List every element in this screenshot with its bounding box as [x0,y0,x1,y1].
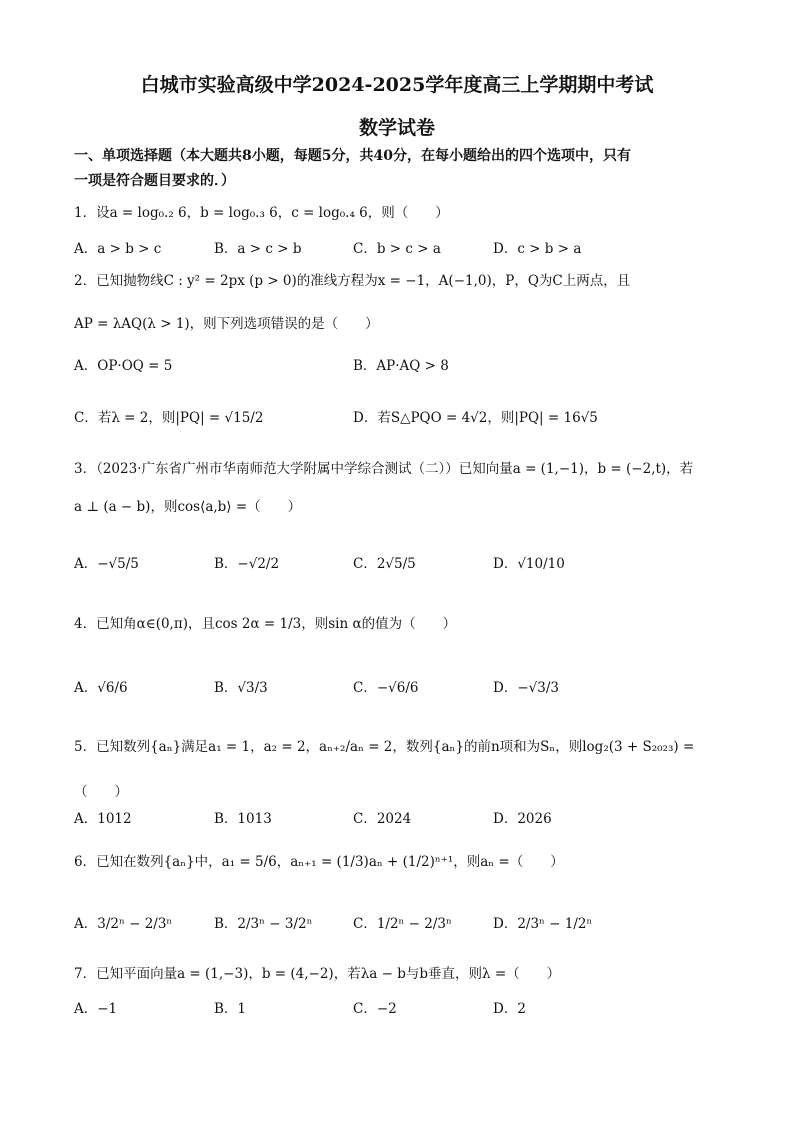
question-5-stem-line2: （ ） [74,784,128,800]
exam-title: 白城市实验高级中学2024-2025学年度高三上学期期中考试 [140,74,654,96]
question-5-option-d: D．2026 [493,811,552,827]
question-2-option-b: B．AP·AQ > 8 [353,358,449,374]
question-3-option-d: D．√10/10 [493,556,565,572]
question-3-option-c: C．2√5/5 [353,556,416,572]
question-4-option-c: C．−√6/6 [353,680,419,696]
question-7-option-a: A．−1 [74,1001,118,1017]
question-6-option-c: C．1/2ⁿ − 2/3ⁿ [353,916,452,932]
question-3-option-b: B．−√2/2 [214,556,280,572]
question-1-stem: 1．设a = log₀.₂ 6，b = log₀.₃ 6，c = log₀.₄ 6，则（ ） [74,205,449,221]
section-heading-line2: 一项是符合题目要求的．） [74,173,235,189]
question-2-option-d: D．若S△PQO = 4√2，则|PQ| = 16√5 [353,410,598,426]
question-5-option-a: A．1012 [74,811,132,827]
question-6-stem: 6．已知在数列{aₙ}中，a₁ = 5/6，aₙ₊₁ = (1/3)aₙ + (1/2)ⁿ⁺¹，则aₙ =（ ） [74,854,564,870]
question-3-stem-line2: a ⊥ (a − b)，则cos⟨a,b⟩ =（ ） [74,499,302,515]
question-1-option-c: C．b > c > a [353,241,441,257]
question-2-stem-line2: AP = λAQ(λ > 1)，则下列选项错误的是（ ） [74,316,379,332]
question-1-option-b: B．a > c > b [214,241,302,257]
question-4-option-b: B．√3/3 [214,680,268,696]
exam-subtitle: 数学试卷 [358,117,435,139]
question-6-option-d: D．2/3ⁿ − 1/2ⁿ [493,916,593,932]
question-2-option-a: A．OP·OQ = 5 [74,358,173,374]
question-6-option-a: A．3/2ⁿ − 2/3ⁿ [74,916,173,932]
question-7-option-d: D．2 [493,1001,526,1017]
question-2-option-c: C．若λ = 2，则|PQ| = √15/2 [74,410,264,426]
question-4-option-a: A．√6/6 [74,680,128,696]
question-5-option-c: C．2024 [353,811,412,827]
section-heading-line1: 一、单项选择题（本大题共8小题，每题5分，共40分，在每小题给出的四个选项中，只有 [74,148,631,164]
question-4-stem: 4．已知角α∈(0,π)，且cos 2α = 1/3，则sin α的值为（ ） [74,616,457,632]
question-7-option-c: C．−2 [353,1001,397,1017]
question-7-option-b: B．1 [214,1001,247,1017]
question-5-stem: 5．已知数列{aₙ}满足a₁ = 1，a₂ = 2，aₙ₊₂/aₙ = 2，数列{aₙ}的前n项和为Sₙ，则log₂(3 + S₂₀₂₃) = [74,739,695,755]
question-1-option-a: A．a > b > c [74,241,162,257]
question-3-stem: 3．（2023·广东省广州市华南师范大学附属中学综合测试（二））已知向量a = (1,−1)，b = (−2,t)，若 [74,461,694,477]
question-7-stem: 7．已知平面向量a = (1,−3)，b = (4,−2)，若λa − b与b垂直，则λ =（ ） [74,966,561,982]
question-5-option-b: B．1013 [214,811,272,827]
question-1-option-d: D．c > b > a [493,241,582,257]
question-4-option-d: D．−√3/3 [493,680,559,696]
question-6-option-b: B．2/3ⁿ − 3/2ⁿ [214,916,313,932]
question-2-stem: 2．已知抛物线C : y² = 2px (p > 0)的准线方程为x = −1，A(−1,0)，P，Q为C上两点，且 [74,273,631,289]
question-3-option-a: A．−√5/5 [74,556,139,572]
